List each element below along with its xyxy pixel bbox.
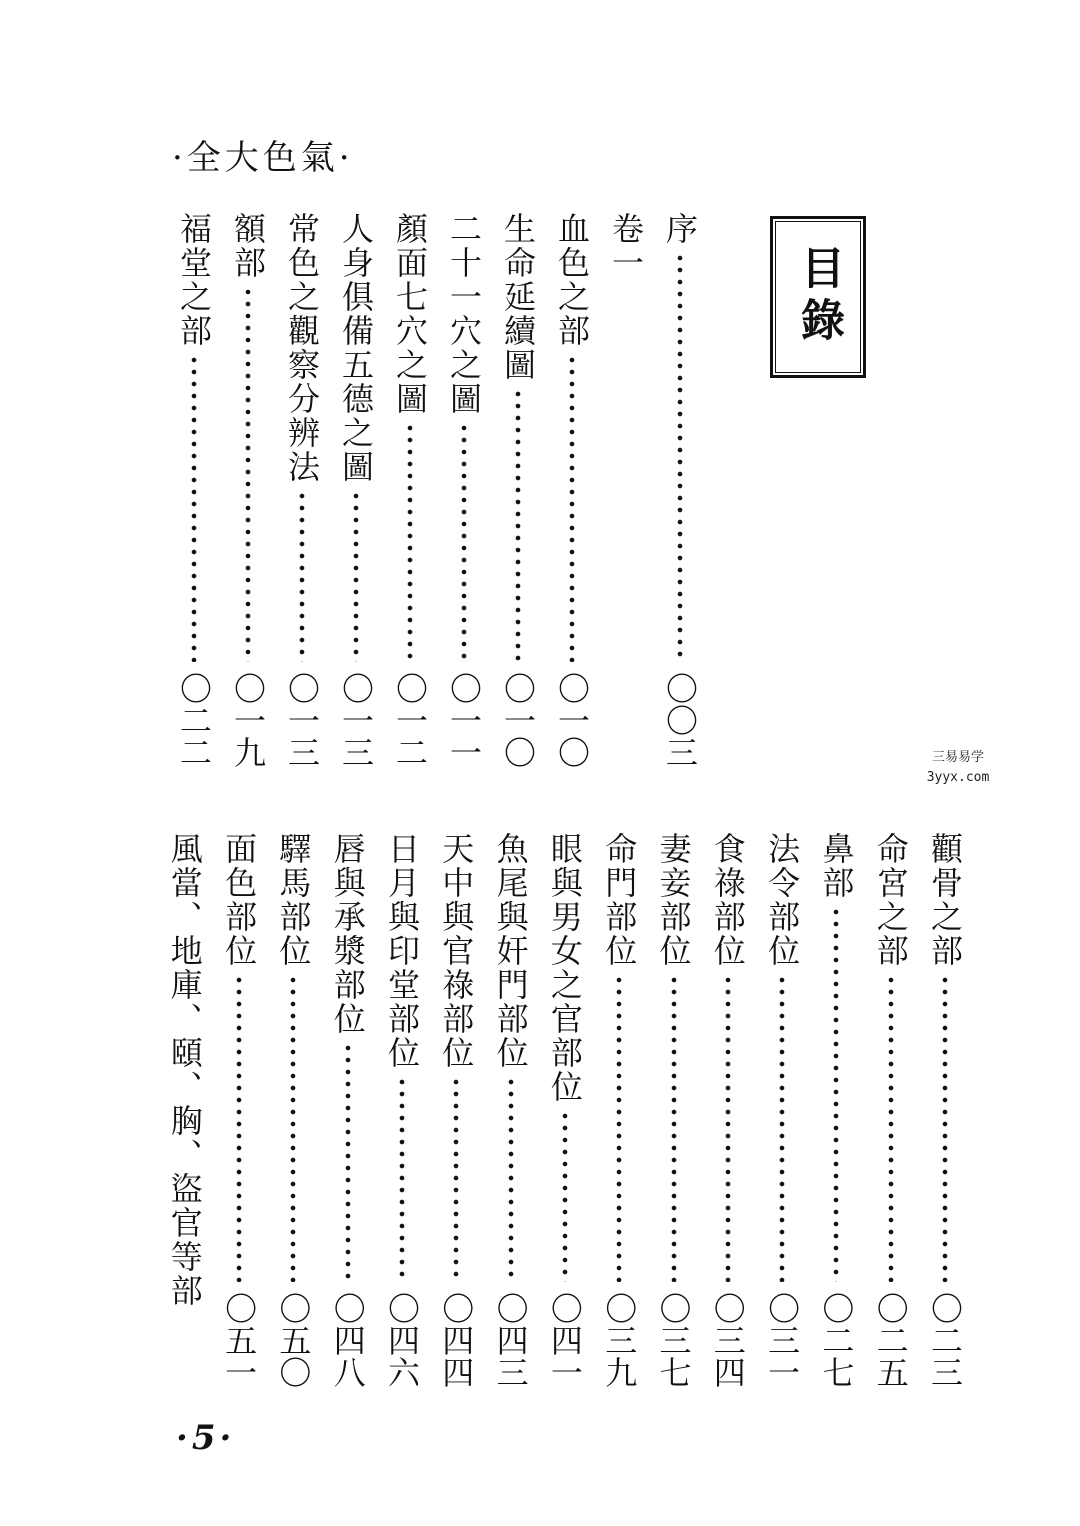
toc-page-number: 〇二七 (817, 1292, 856, 1388)
watermark-line1: 三易易学 (931, 750, 984, 765)
toc-page-number: 〇一三 (283, 672, 321, 768)
dot-leader (942, 974, 948, 1282)
toc-entry-title: 序 (661, 212, 699, 246)
toc-entry-title: 顴骨之部 (926, 832, 964, 968)
toc-page-number: 〇五〇 (274, 1292, 313, 1388)
toc-page-number: 〇三一 (763, 1292, 802, 1388)
toc-entry[interactable] (270, 832, 316, 968)
toc-entry-title: 天中與官祿部位 (437, 832, 476, 1070)
toc-entry-title: 常色之觀察分辨法 (283, 212, 321, 484)
toc-page-number: 〇一一 (445, 672, 483, 768)
dot-leader (616, 974, 622, 1282)
toc-entry[interactable] (225, 212, 271, 280)
toc-entry[interactable] (657, 212, 703, 246)
toc-entry-title: 人身俱備五德之圖 (337, 212, 375, 484)
toc-page-number: 〇二五 (871, 1292, 910, 1388)
toc-page-number: 〇三七 (654, 1292, 693, 1388)
toc-entry-title: 風當、地庫、頤、胸、盜官等部 (165, 832, 204, 1308)
toc-entry-title: 額部 (229, 212, 267, 280)
dot-leader (508, 1076, 514, 1282)
toc-page-number: 〇四三 (491, 1292, 530, 1388)
toc-page-number: 〇一二 (391, 672, 429, 768)
toc-entry-title: 驛馬部位 (274, 832, 313, 968)
toc-page-number: 〇四一 (545, 1292, 584, 1388)
dot-leader (562, 1110, 568, 1282)
toc-entry-title: 鼻部 (817, 832, 856, 900)
toc-entry[interactable] (922, 832, 968, 968)
running-header: ·全大色氣· (172, 138, 354, 178)
toc-page-number: 〇三四 (708, 1292, 747, 1388)
toc-entry-title: 唇與承漿部位 (328, 832, 367, 1036)
toc-entry[interactable] (325, 832, 371, 1036)
toc-entry[interactable] (549, 212, 595, 348)
toc-page-number: 〇一三 (337, 672, 375, 768)
dot-leader (677, 252, 683, 662)
dot-leader (236, 974, 242, 1282)
toc-entry[interactable] (603, 212, 649, 280)
toc-page-number: 〇四八 (328, 1292, 367, 1388)
watermark (918, 748, 998, 788)
dot-leader (671, 974, 677, 1282)
toc-entry[interactable] (596, 832, 642, 968)
dot-leader (399, 1076, 405, 1282)
toc-entry[interactable] (495, 212, 541, 382)
toc-entry[interactable] (216, 832, 262, 968)
dot-leader (888, 974, 894, 1282)
toc-entry[interactable] (868, 832, 914, 968)
toc-entry-title: 魚尾與奸門部位 (491, 832, 530, 1070)
toc-entry-title: 顏面七穴之圖 (391, 212, 429, 416)
toc-entry-title: 面色部位 (220, 832, 259, 968)
toc-entry[interactable] (279, 212, 325, 484)
toc-page-number: 〇四四 (437, 1292, 476, 1388)
toc-entry-title: 食祿部位 (708, 832, 747, 968)
toc-page-number: 〇一〇 (499, 672, 537, 768)
toc-entry-title: 日月與印堂部位 (383, 832, 421, 1070)
toc-entry[interactable] (705, 832, 751, 968)
dot-leader (353, 490, 359, 662)
dot-leader (245, 286, 251, 662)
toc-entry[interactable] (488, 832, 534, 1070)
toc-entry-title: 命門部位 (600, 832, 639, 968)
dot-leader (461, 422, 467, 662)
page-number: ·5· (176, 1418, 236, 1458)
toc-page-number: 〇一〇 (553, 672, 591, 768)
toc-page-number: 〇四六 (383, 1292, 421, 1388)
dot-leader (290, 974, 296, 1282)
toc-entry[interactable] (651, 832, 697, 968)
dot-leader (779, 974, 785, 1282)
dot-leader (407, 422, 413, 662)
toc-page-number: 〇三九 (600, 1292, 639, 1388)
dot-leader (191, 354, 197, 662)
toc-entry[interactable] (433, 832, 479, 1070)
dot-leader (345, 1042, 351, 1282)
dot-leader (569, 354, 575, 662)
toc-entry[interactable] (813, 832, 859, 900)
toc-entry-title: 二十一穴之圖 (445, 212, 483, 416)
toc-entry[interactable] (162, 832, 208, 1308)
toc-entry[interactable] (387, 212, 433, 416)
toc-entry[interactable] (542, 832, 588, 1104)
dot-leader (299, 490, 305, 662)
dot-leader (453, 1076, 459, 1282)
toc-entry-title: 福堂之部 (175, 212, 213, 348)
toc-entry-title: 命宮之部 (871, 832, 910, 968)
dot-leader (515, 388, 521, 662)
toc-entry[interactable] (379, 832, 425, 1070)
dot-leader (833, 906, 839, 1282)
toc-entry[interactable] (171, 212, 217, 348)
toc-entry[interactable] (759, 832, 805, 968)
toc-entry-title: 眼與男女之官部位 (545, 832, 584, 1104)
toc-entry-title: 血色之部 (553, 212, 591, 348)
toc-title: 目錄 (770, 216, 866, 378)
toc-entry[interactable] (441, 212, 487, 416)
toc-entry[interactable] (333, 212, 379, 484)
toc-entry-title: 生命延續圖 (499, 212, 537, 382)
watermark-line2: 3yyx.com (926, 770, 990, 785)
toc-entry-title: 卷一 (607, 212, 645, 280)
toc-page-number: 〇二三 (926, 1292, 964, 1388)
toc-page-number: 〇〇三 (661, 672, 699, 768)
toc-entry-title: 妻妾部位 (654, 832, 693, 968)
toc-page-number: 〇二二 (175, 672, 213, 768)
dot-leader (725, 974, 731, 1282)
toc-page-number: 〇五一 (220, 1292, 259, 1388)
toc-page-number: 〇一九 (229, 672, 267, 768)
toc-entry-title: 法令部位 (763, 832, 802, 968)
